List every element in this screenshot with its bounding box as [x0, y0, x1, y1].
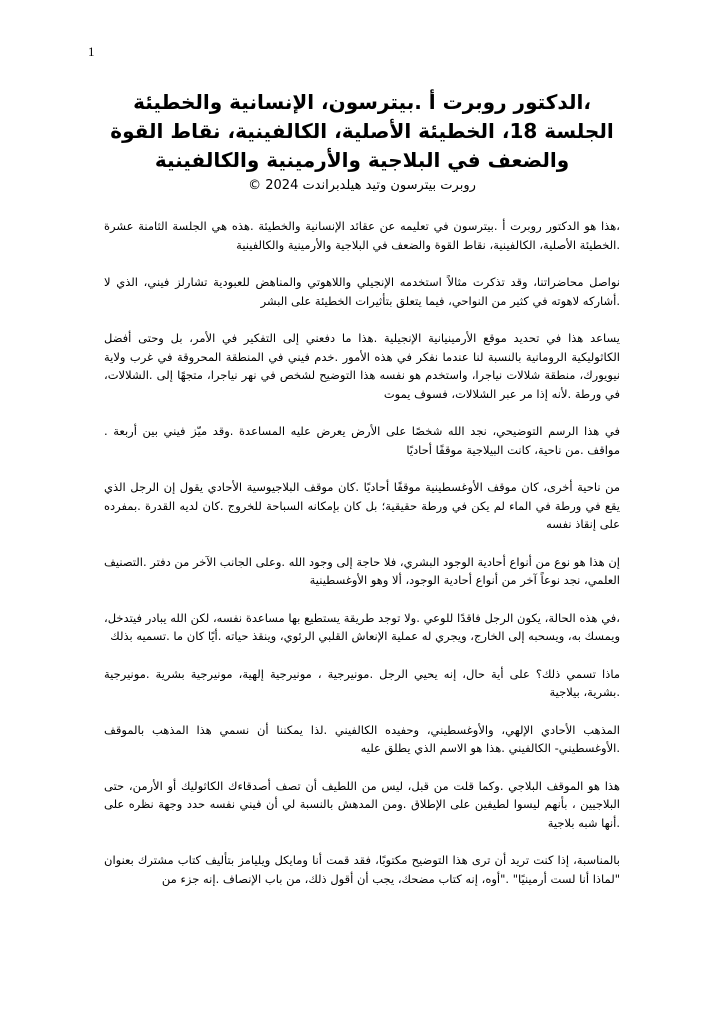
page-number: 1: [88, 44, 95, 59]
title-line: والضعف في البلاجية والأرمينية والكالفينية: [154, 148, 570, 172]
paragraph: ،هذا هو الدكتور روبرت أ .بيترسون في تعليمه عن عقائد الإنسانية والخطيئة .هذه هي الجلسة الثامنة عشرة .الخطيئة الأصلية، الكالفينية، نقاط القوة والضعف في البلاجية والأرمينية والكالفينية: [104, 219, 620, 252]
paragraph: المذهب الأحادي الإلهي، والأوغسطيني، وحفيده الكالفيني .لذا يمكننا أن نسمي هذا المذهب بالموقف .الأوغسطيني- الكالفيني .هذا هو الاسم الذي يطلق عليه: [104, 722, 620, 755]
paragraph: هذا هو الموقف البلاجي .وكما قلت من قبل، ليس من اللطيف أن تصف أصدقاءك الكاثوليك أو الأرمن، حتى البلاجيين ، بأنهم ليسوا لطيفين على الإطلاق .ومن المدهش بالنسبة لي أن فيني نفسه حدد وجهة نظره على .أنها شبه بلاجية: [104, 778, 620, 830]
paragraph: ،في هذه الحالة، يكون الرجل فاقدًا للوعي .ولا توجد طريقة يستطيع بها مساعدة نفسه، لكن الله يبادر فيتدخل، ويمسك به، ويسحبه إلى الخارج، ويجري له عملية الإنعاش القلبي الرئوي، وينقذ حياته .أيًا كان ما .تسميه بذلك: [104, 610, 620, 643]
document-body: [104, 88, 620, 907]
paragraph: من ناحية أخرى، كان موقف الأوغسطينية موقفًا أحاديًا .كان موقف البلاجيوسية الأحادي يقول إن الرجل الذي يقع في ورطة في الماء لم يكن في ورطة حقيقية؛ بل كان بإمكانه السباحة للخروج .كان لديه القدرة .بمفرده على إنقاذ نفسه: [104, 480, 620, 531]
copyright-byline: روبرت بيترسون وتيد هيلدبراندت 2024 ©: [248, 178, 476, 193]
paragraph: في هذا الرسم التوضيحي، نجد الله شخصًا على الأرض يعرض عليه المساعدة .وقد ميّز فيني بين أربعة . مواقف .من ناحية، كانت البيلاجية موقفًا أحاديًا: [104, 424, 620, 457]
paragraph: نواصل محاضراتنا، وقد تذكرت مثالاً استخدمه الإنجيلي واللاهوتي والمناهض للعبودية تشارلز فيني، الذي لا .أشاركه لاهوته في كثير من النواحي، فيما يتعلق بتأثيرات الخطيئة على البشر: [104, 275, 620, 308]
title-line: الجلسة 18، الخطيئة الأصلية، الكالفينية، نقاط القوة: [110, 119, 614, 143]
paragraph: يساعد هذا في تحديد موقع الأرمينيانية الإنجيلية .هذا ما دفعني إلى التفكير في الأمر، بل وحتى أفضل الكاثوليكية الرومانية بالنسبة لنا عندما نفكر في هذه الأمور .خدم فيني في المنطقة المحروقة في غرب ولاية نيويورك، منطقة شلالات نياجرا، واستخدم هو نفسه هذا التوضيح لشخص في نهر نياجرا، متجهًا إلى .الشلالات، في ورطة .لأنه إذا مر عبر الشلالات، فسوف يموت: [104, 331, 620, 401]
paragraph: إن هذا هو نوع من أنواع أحادية الوجود البشري، فلا حاجة إلى وجود الله .وعلى الجانب الآخر من دفتر .التصنيف العلمي، نجد نوعاً آخر من أنواع أحادية الوجود، ألا وهو الأوغسطينية: [103, 554, 620, 587]
document-title: [104, 88, 620, 175]
paragraph: بالمناسبة، إذا كنت تريد أن ترى هذا التوضيح مكتوبًا، فقد قمت أنا ومايكل ويليامز بتأليف كتاب مشترك بعنوان "لماذا أنا لست أرمينيًا" ."أوه، إنه كتاب مضحك، يجب أن أقول ذلك، من باب الإنصاف .إنه جزء من: [104, 853, 620, 886]
paragraph: ماذا تسمي ذلك؟ على أية حال، إنه يحيي الرجل .مونيرجية ، مونيرجية إلهية، مونيرجية بشرية .مونيرجية .بشرية، بيلاجية: [104, 666, 620, 699]
title-line: ،الدكتور روبرت أ .بيترسون، الإنسانية والخطيئة: [133, 90, 591, 114]
